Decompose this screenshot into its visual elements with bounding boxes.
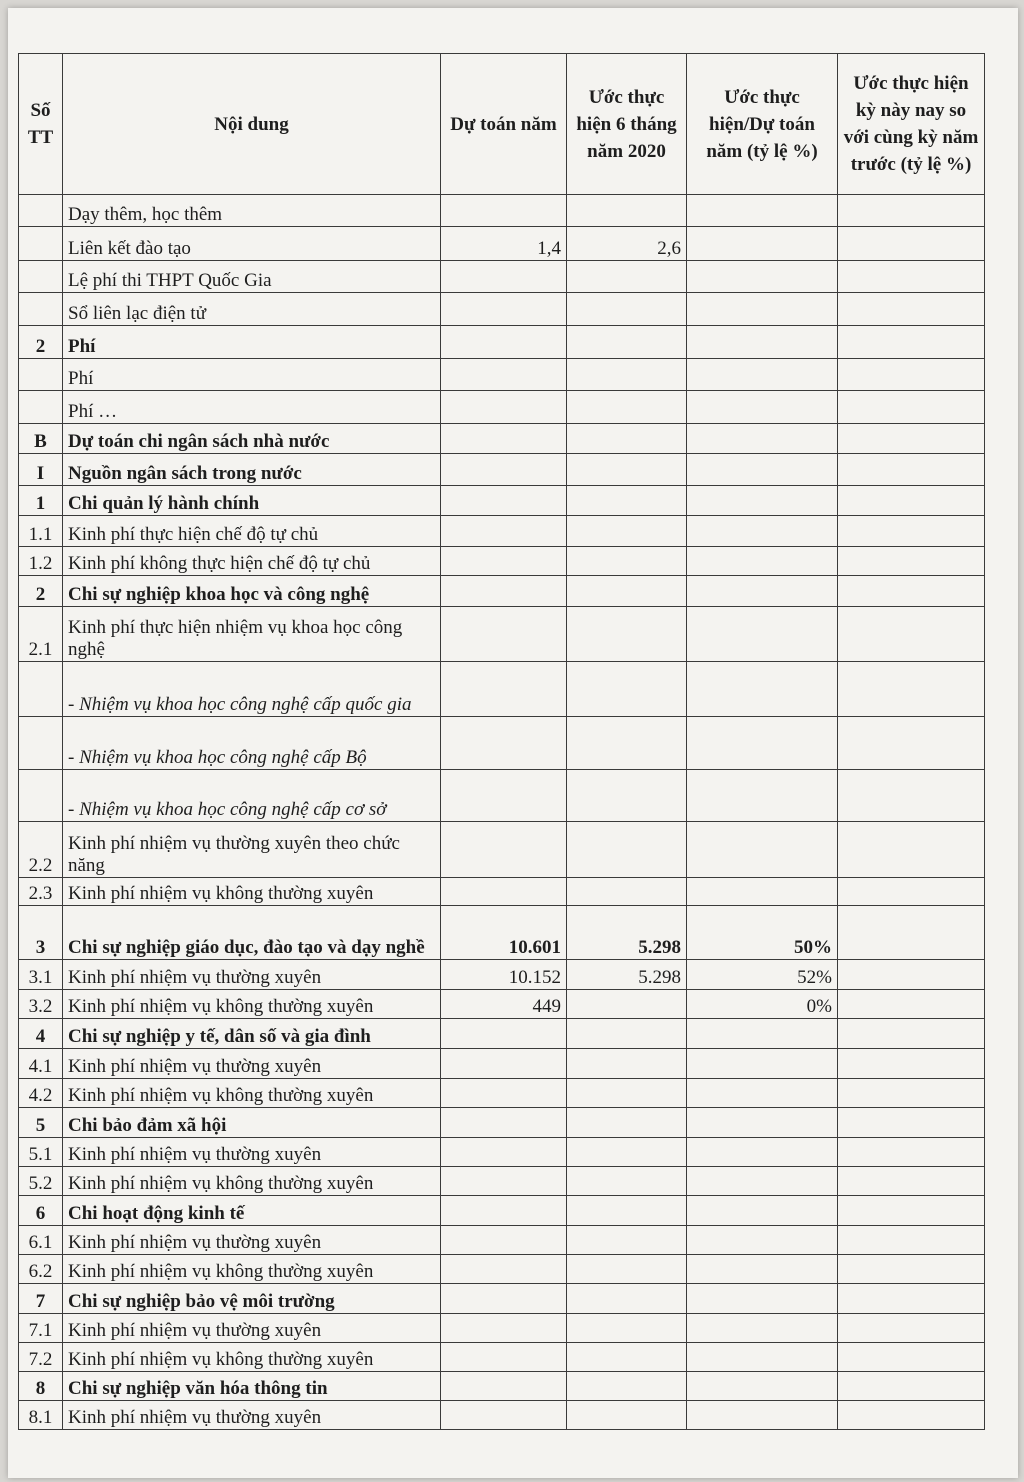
table-row — [19, 717, 985, 770]
row-prev-cell — [838, 359, 985, 391]
row-du-toan-cell — [441, 293, 567, 326]
row-content-cell: Chi sự nghiệp khoa học và công nghệ — [63, 576, 441, 607]
row-content-cell: Nguồn ngân sách trong nước — [63, 454, 441, 486]
row-ratio-cell — [687, 1138, 838, 1167]
row-content-cell: Kinh phí nhiệm vụ thường xuyên — [63, 1314, 441, 1343]
row-content-cell: - Nhiệm vụ khoa học công nghệ cấp Bộ — [63, 717, 441, 770]
row-prev-cell — [838, 1167, 985, 1196]
row-du-toan-cell — [441, 1284, 567, 1314]
table-row — [19, 261, 985, 293]
row-content-cell: Dự toán chi ngân sách nhà nước — [63, 424, 441, 454]
row-content-cell: Kinh phí nhiệm vụ không thường xuyên — [63, 1167, 441, 1196]
table-row — [19, 1372, 985, 1401]
row-du-toan-cell — [441, 326, 567, 359]
table-row — [19, 516, 985, 547]
row-prev-cell — [838, 516, 985, 547]
row-prev-cell — [838, 576, 985, 607]
table-row — [19, 1167, 985, 1196]
row-prev-cell — [838, 1226, 985, 1255]
row-prev-cell — [838, 261, 985, 293]
row-ratio-cell — [687, 822, 838, 878]
row-stt-cell: 3.2 — [19, 990, 63, 1019]
table-row — [19, 1343, 985, 1372]
row-stt-cell: 2.1 — [19, 607, 63, 662]
row-prev-cell — [838, 1401, 985, 1430]
row-stt-cell: 5.2 — [19, 1167, 63, 1196]
row-stt-cell: 6.1 — [19, 1226, 63, 1255]
row-stt-cell: 2 — [19, 326, 63, 359]
row-uoc-cell — [567, 326, 687, 359]
row-ratio-cell: 0% — [687, 990, 838, 1019]
table-body — [19, 195, 985, 1430]
row-du-toan-cell — [441, 1196, 567, 1226]
row-stt-cell: 5 — [19, 1108, 63, 1138]
row-prev-cell — [838, 1019, 985, 1049]
table-row — [19, 195, 985, 227]
row-uoc-cell — [567, 261, 687, 293]
row-du-toan-cell — [441, 576, 567, 607]
row-content-cell: Kinh phí nhiệm vụ thường xuyên — [63, 1226, 441, 1255]
row-content-cell: Kinh phí nhiệm vụ không thường xuyên — [63, 1255, 441, 1284]
row-uoc-cell — [567, 1343, 687, 1372]
row-uoc-cell — [567, 878, 687, 906]
row-prev-cell — [838, 486, 985, 516]
table-header-row — [19, 54, 985, 195]
table-row — [19, 1284, 985, 1314]
row-uoc-cell — [567, 662, 687, 717]
row-ratio-cell — [687, 547, 838, 576]
row-uoc-cell — [567, 1196, 687, 1226]
row-prev-cell — [838, 1079, 985, 1108]
row-prev-cell — [838, 662, 985, 717]
row-stt-cell — [19, 391, 63, 424]
row-content-cell: - Nhiệm vụ khoa học công nghệ cấp cơ sở — [63, 770, 441, 822]
row-ratio-cell: 50% — [687, 906, 838, 960]
row-stt-cell: 2.3 — [19, 878, 63, 906]
row-prev-cell — [838, 1138, 985, 1167]
table-row — [19, 227, 985, 261]
row-stt-cell — [19, 770, 63, 822]
row-ratio-cell — [687, 770, 838, 822]
row-ratio-cell — [687, 1049, 838, 1079]
table-row — [19, 1049, 985, 1079]
row-du-toan-cell — [441, 1401, 567, 1430]
row-stt-cell: 1.2 — [19, 547, 63, 576]
row-content-cell: Chi quản lý hành chính — [63, 486, 441, 516]
row-stt-cell: 2.2 — [19, 822, 63, 878]
row-stt-cell — [19, 227, 63, 261]
row-content-cell: Kinh phí nhiệm vụ không thường xuyên — [63, 1079, 441, 1108]
row-prev-cell — [838, 1372, 985, 1401]
row-uoc-cell — [567, 1019, 687, 1049]
row-uoc-cell — [567, 717, 687, 770]
row-prev-cell — [838, 822, 985, 878]
row-ratio-cell — [687, 717, 838, 770]
table-row — [19, 391, 985, 424]
row-ratio-cell — [687, 662, 838, 717]
row-uoc-cell — [567, 1255, 687, 1284]
table-row — [19, 1401, 985, 1430]
table-row — [19, 990, 985, 1019]
row-prev-cell — [838, 1255, 985, 1284]
table-row — [19, 326, 985, 359]
row-uoc-cell — [567, 1372, 687, 1401]
row-ratio-cell — [687, 1019, 838, 1049]
row-content-cell: Chi hoạt động kinh tế — [63, 1196, 441, 1226]
row-prev-cell — [838, 990, 985, 1019]
row-ratio-cell — [687, 1314, 838, 1343]
row-content-cell: Kinh phí thực hiện chế độ tự chủ — [63, 516, 441, 547]
row-stt-cell — [19, 662, 63, 717]
row-uoc-cell — [567, 547, 687, 576]
table-row — [19, 1255, 985, 1284]
row-stt-cell: 5.1 — [19, 1138, 63, 1167]
row-ratio-cell — [687, 227, 838, 261]
table-row — [19, 1196, 985, 1226]
row-prev-cell — [838, 878, 985, 906]
row-ratio-cell — [687, 261, 838, 293]
row-stt-cell — [19, 195, 63, 227]
row-ratio-cell — [687, 1372, 838, 1401]
table-row — [19, 822, 985, 878]
row-uoc-cell — [567, 1226, 687, 1255]
table-row — [19, 1108, 985, 1138]
document-page — [8, 8, 1018, 1478]
row-du-toan-cell — [441, 516, 567, 547]
row-du-toan-cell — [441, 1138, 567, 1167]
row-uoc-cell — [567, 822, 687, 878]
row-prev-cell — [838, 195, 985, 227]
row-uoc-cell — [567, 1079, 687, 1108]
row-content-cell: Chi sự nghiệp văn hóa thông tin — [63, 1372, 441, 1401]
row-uoc-cell: 5.298 — [567, 906, 687, 960]
row-du-toan-cell — [441, 1079, 567, 1108]
row-prev-cell — [838, 454, 985, 486]
row-stt-cell: 3.1 — [19, 960, 63, 990]
row-ratio-cell — [687, 878, 838, 906]
header-ty-le-cung-ky: Ước thực hiện kỳ này nay so với cùng kỳ năm trước (tỷ lệ %) — [838, 54, 985, 195]
row-uoc-cell — [567, 1284, 687, 1314]
row-du-toan-cell: 10.152 — [441, 960, 567, 990]
row-prev-cell — [838, 1314, 985, 1343]
row-ratio-cell — [687, 516, 838, 547]
row-uoc-cell — [567, 195, 687, 227]
row-stt-cell: 7.2 — [19, 1343, 63, 1372]
row-stt-cell: 2 — [19, 576, 63, 607]
row-prev-cell — [838, 1343, 985, 1372]
header-content: Nội dung — [63, 54, 441, 195]
row-content-cell: Phí … — [63, 391, 441, 424]
row-uoc-cell — [567, 359, 687, 391]
table-row — [19, 662, 985, 717]
row-du-toan-cell — [441, 391, 567, 424]
row-uoc-cell — [567, 454, 687, 486]
row-du-toan-cell — [441, 424, 567, 454]
row-content-cell: Kinh phí thực hiện nhiệm vụ khoa học công nghệ — [63, 607, 441, 662]
row-ratio-cell — [687, 1196, 838, 1226]
row-ratio-cell — [687, 359, 838, 391]
row-uoc-cell — [567, 1049, 687, 1079]
row-prev-cell — [838, 326, 985, 359]
row-prev-cell — [838, 607, 985, 662]
row-ratio-cell: 52% — [687, 960, 838, 990]
row-stt-cell: 3 — [19, 906, 63, 960]
row-du-toan-cell — [441, 195, 567, 227]
row-du-toan-cell — [441, 770, 567, 822]
row-content-cell: Kinh phí không thực hiện chế độ tự chủ — [63, 547, 441, 576]
row-uoc-cell — [567, 516, 687, 547]
table-row — [19, 1226, 985, 1255]
row-uoc-cell: 2,6 — [567, 227, 687, 261]
row-uoc-cell — [567, 1314, 687, 1343]
row-uoc-cell — [567, 990, 687, 1019]
row-du-toan-cell — [441, 1343, 567, 1372]
row-du-toan-cell — [441, 878, 567, 906]
row-prev-cell — [838, 547, 985, 576]
budget-table — [18, 53, 985, 1430]
row-uoc-cell — [567, 1108, 687, 1138]
row-stt-cell — [19, 717, 63, 770]
row-prev-cell — [838, 293, 985, 326]
row-stt-cell: 6.2 — [19, 1255, 63, 1284]
row-content-cell: Chi bảo đảm xã hội — [63, 1108, 441, 1138]
row-du-toan-cell — [441, 822, 567, 878]
row-uoc-cell — [567, 424, 687, 454]
row-uoc-cell — [567, 1401, 687, 1430]
row-du-toan-cell — [441, 1255, 567, 1284]
row-prev-cell — [838, 960, 985, 990]
row-ratio-cell — [687, 1079, 838, 1108]
row-stt-cell: 4 — [19, 1019, 63, 1049]
row-du-toan-cell — [441, 717, 567, 770]
row-du-toan-cell — [441, 547, 567, 576]
table-row — [19, 359, 985, 391]
table-row — [19, 1138, 985, 1167]
row-ratio-cell — [687, 1255, 838, 1284]
table-row — [19, 547, 985, 576]
row-prev-cell — [838, 1284, 985, 1314]
row-ratio-cell — [687, 326, 838, 359]
row-stt-cell: 7 — [19, 1284, 63, 1314]
row-uoc-cell — [567, 293, 687, 326]
row-content-cell: Dạy thêm, học thêm — [63, 195, 441, 227]
row-du-toan-cell — [441, 1314, 567, 1343]
row-uoc-cell — [567, 1138, 687, 1167]
row-ratio-cell — [687, 576, 838, 607]
table-row — [19, 293, 985, 326]
row-du-toan-cell — [441, 607, 567, 662]
header-du-toan: Dự toán năm — [441, 54, 567, 195]
row-du-toan-cell — [441, 454, 567, 486]
row-du-toan-cell — [441, 359, 567, 391]
row-du-toan-cell — [441, 1372, 567, 1401]
row-stt-cell: 4.2 — [19, 1079, 63, 1108]
header-uoc-6-thang: Ước thực hiện 6 tháng năm 2020 — [567, 54, 687, 195]
row-ratio-cell — [687, 1108, 838, 1138]
row-du-toan-cell — [441, 1049, 567, 1079]
row-du-toan-cell — [441, 1019, 567, 1049]
table-row — [19, 1314, 985, 1343]
row-content-cell: Liên kết đào tạo — [63, 227, 441, 261]
header-ty-le-du-toan: Ước thực hiện/Dự toán năm (tỷ lệ %) — [687, 54, 838, 195]
row-content-cell: Lệ phí thi THPT Quốc Gia — [63, 261, 441, 293]
row-uoc-cell — [567, 486, 687, 516]
row-uoc-cell — [567, 576, 687, 607]
row-ratio-cell — [687, 454, 838, 486]
row-ratio-cell — [687, 391, 838, 424]
row-content-cell: Sổ liên lạc điện tử — [63, 293, 441, 326]
row-prev-cell — [838, 424, 985, 454]
row-stt-cell — [19, 293, 63, 326]
row-du-toan-cell — [441, 486, 567, 516]
row-uoc-cell — [567, 391, 687, 424]
table-row — [19, 424, 985, 454]
row-du-toan-cell — [441, 261, 567, 293]
row-ratio-cell — [687, 1226, 838, 1255]
row-content-cell: Kinh phí nhiệm vụ thường xuyên theo chức năng — [63, 822, 441, 878]
row-du-toan-cell: 449 — [441, 990, 567, 1019]
row-uoc-cell — [567, 1167, 687, 1196]
row-stt-cell: 4.1 — [19, 1049, 63, 1079]
row-du-toan-cell — [441, 1108, 567, 1138]
table-row — [19, 906, 985, 960]
row-ratio-cell — [687, 1343, 838, 1372]
row-stt-cell — [19, 261, 63, 293]
row-du-toan-cell — [441, 1167, 567, 1196]
row-content-cell: Kinh phí nhiệm vụ thường xuyên — [63, 960, 441, 990]
row-stt-cell: 6 — [19, 1196, 63, 1226]
row-prev-cell — [838, 1108, 985, 1138]
row-stt-cell: B — [19, 424, 63, 454]
row-prev-cell — [838, 1196, 985, 1226]
row-content-cell: Chi sự nghiệp bảo vệ môi trường — [63, 1284, 441, 1314]
row-content-cell: Kinh phí nhiệm vụ thường xuyên — [63, 1138, 441, 1167]
row-ratio-cell — [687, 1401, 838, 1430]
row-stt-cell: 7.1 — [19, 1314, 63, 1343]
row-ratio-cell — [687, 486, 838, 516]
row-stt-cell — [19, 359, 63, 391]
row-ratio-cell — [687, 607, 838, 662]
row-ratio-cell — [687, 1167, 838, 1196]
row-content-cell: Kinh phí nhiệm vụ thường xuyên — [63, 1049, 441, 1079]
row-stt-cell: I — [19, 454, 63, 486]
row-content-cell: Chi sự nghiệp y tế, dân số và gia đình — [63, 1019, 441, 1049]
table-row — [19, 607, 985, 662]
row-du-toan-cell: 1,4 — [441, 227, 567, 261]
row-prev-cell — [838, 717, 985, 770]
row-content-cell: Kinh phí nhiệm vụ thường xuyên — [63, 1401, 441, 1430]
table-row — [19, 770, 985, 822]
row-prev-cell — [838, 770, 985, 822]
table-row — [19, 878, 985, 906]
table-row — [19, 454, 985, 486]
table-row — [19, 1019, 985, 1049]
row-content-cell: Phí — [63, 326, 441, 359]
row-content-cell: Kinh phí nhiệm vụ không thường xuyên — [63, 878, 441, 906]
table-row — [19, 486, 985, 516]
row-stt-cell: 8 — [19, 1372, 63, 1401]
row-ratio-cell — [687, 293, 838, 326]
row-content-cell: - Nhiệm vụ khoa học công nghệ cấp quốc gia — [63, 662, 441, 717]
row-du-toan-cell — [441, 1226, 567, 1255]
row-prev-cell — [838, 391, 985, 424]
header-stt: Số TT — [19, 54, 63, 195]
row-stt-cell: 1 — [19, 486, 63, 516]
row-du-toan-cell: 10.601 — [441, 906, 567, 960]
row-uoc-cell — [567, 770, 687, 822]
row-content-cell: Kinh phí nhiệm vụ không thường xuyên — [63, 1343, 441, 1372]
row-prev-cell — [838, 227, 985, 261]
row-stt-cell: 8.1 — [19, 1401, 63, 1430]
table-row — [19, 960, 985, 990]
row-ratio-cell — [687, 424, 838, 454]
row-prev-cell — [838, 1049, 985, 1079]
row-uoc-cell — [567, 607, 687, 662]
table-row — [19, 1079, 985, 1108]
row-content-cell: Kinh phí nhiệm vụ không thường xuyên — [63, 990, 441, 1019]
row-uoc-cell: 5.298 — [567, 960, 687, 990]
row-content-cell: Chi sự nghiệp giáo dục, đào tạo và dạy nghề — [63, 906, 441, 960]
row-ratio-cell — [687, 1284, 838, 1314]
row-du-toan-cell — [441, 662, 567, 717]
row-content-cell: Phí — [63, 359, 441, 391]
row-prev-cell — [838, 906, 985, 960]
row-stt-cell: 1.1 — [19, 516, 63, 547]
table-row — [19, 576, 985, 607]
row-ratio-cell — [687, 195, 838, 227]
